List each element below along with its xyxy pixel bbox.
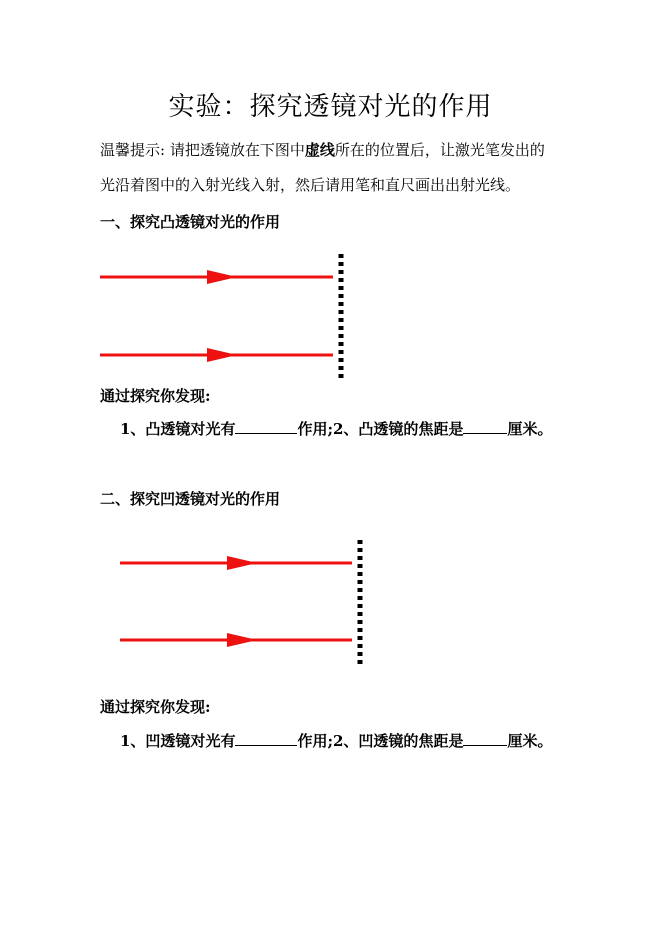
q1-mid: 作用;	[297, 420, 333, 438]
section1-heading: 一、探究凸透镜对光的作用	[100, 213, 281, 231]
ray-arrowhead-4	[227, 633, 257, 647]
q2-suffix: 厘米。	[507, 732, 553, 750]
ray-arrowhead-3	[227, 556, 257, 570]
answer-blank-effect[interactable]	[235, 419, 297, 434]
tip-line1-bold: 虚线	[304, 141, 335, 159]
q2-suffix: 厘米。	[507, 420, 553, 438]
tip-line1-b: 所在的位置后，让激光笔发出的	[334, 141, 545, 159]
ray-arrowhead-1	[207, 270, 237, 284]
answer-blank-focal-length[interactable]	[463, 419, 507, 434]
concave-diagram	[120, 540, 360, 666]
tip-line2: 光沿着图中的入射光线入射，然后请用笔和直尺画出出射光线。	[100, 176, 521, 194]
q2-prefix: 2、凹透镜的焦距是	[333, 732, 464, 750]
answer-blank-effect[interactable]	[235, 731, 297, 746]
section1-question	[120, 418, 552, 439]
section2-finding: 通过探究你发现:	[100, 698, 211, 716]
section2-question	[120, 730, 552, 751]
section2-heading: 二、探究凹透镜对光的作用	[100, 490, 281, 508]
q1-mid: 作用;	[297, 732, 333, 750]
convex-diagram	[100, 254, 341, 380]
tip-line1-a: 温馨提示: 请把透镜放在下图中	[100, 141, 305, 159]
section1-finding: 通过探究你发现:	[100, 387, 211, 405]
q1-prefix: 1、凸透镜对光有	[120, 420, 236, 438]
q2-prefix: 2、凸透镜的焦距是	[333, 420, 464, 438]
q1-prefix: 1、凹透镜对光有	[120, 732, 236, 750]
ray-arrowhead-2	[207, 348, 237, 362]
answer-blank-focal-length[interactable]	[463, 731, 507, 746]
page-title: 实验：探究透镜对光的作用	[168, 92, 493, 122]
